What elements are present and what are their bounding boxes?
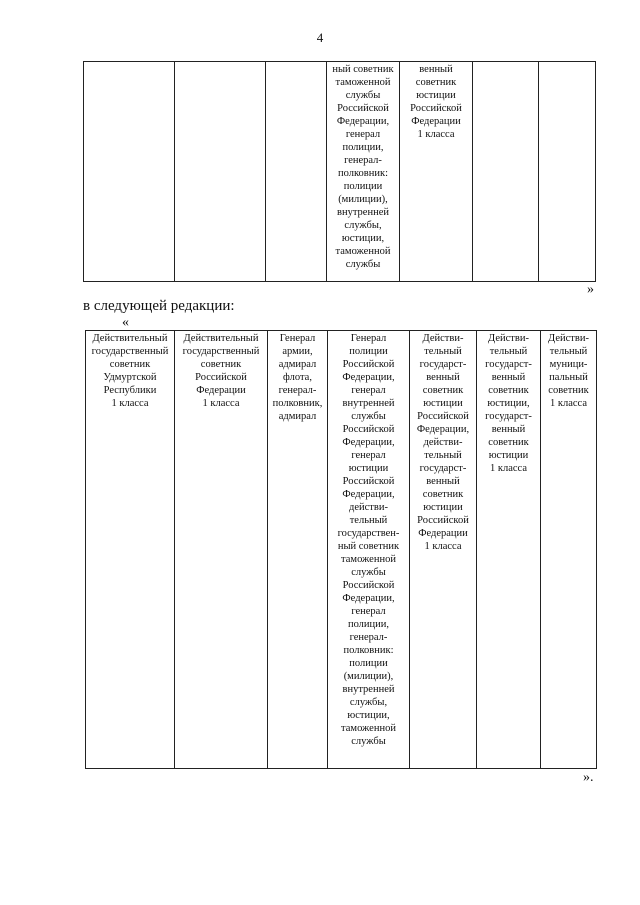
table-cell: венный советник юстиции Российской Федерации 1 класса [400, 62, 473, 282]
closing-quote-final: ». [583, 770, 594, 785]
continued-rank-table [83, 61, 596, 282]
opening-quote: « [122, 315, 129, 330]
table-cell: Действительный государственный советник Российской Федерации 1 класса [175, 331, 268, 769]
table-cell [84, 62, 175, 282]
table-cell: Генерал полиции Российской Федерации, генерал внутренней службы Российской Федерации, генерал юстиции Российской Федерации, действи- тельный государствен- ный советник таможенной службы Российской Федерации, генерал полиции, генерал- полковник: полиции (милиции), внутренней службы, юстиции, таможенной службы [328, 331, 410, 769]
table-cell [175, 62, 266, 282]
closing-quote: » [587, 282, 594, 297]
table-cell [266, 62, 327, 282]
table-cell: Действительный государственный советник Удмуртской Республики 1 класса [86, 331, 175, 769]
intro-text: в следующей редакции: [83, 298, 235, 314]
table-cell: Действи- тельный государст- венный советник юстиции Российской Федерации, действи- тельный государст- венный советник юстиции Российской Федерации 1 класса [410, 331, 477, 769]
table-cell [539, 62, 596, 282]
rank-equivalence-table [85, 330, 597, 769]
table-cell: Действи- тельный муници- пальный советник 1 класса [541, 331, 597, 769]
table-cell: ный советник таможенной службы Российской Федерации, генерал полиции, генерал- полковник: полиции (милиции), внутренней службы, юстиции, таможенной службы [327, 62, 400, 282]
table-cell [473, 62, 539, 282]
table-cell: Генерал армии, адмирал флота, генерал- полковник, адмирал [268, 331, 328, 769]
table-cell: Действи- тельный государст- венный советник юстиции, государст- венный советник юстиции 1 класса [477, 331, 541, 769]
table-row [86, 331, 597, 769]
page-number: 4 [316, 30, 324, 45]
table-row [84, 62, 596, 282]
